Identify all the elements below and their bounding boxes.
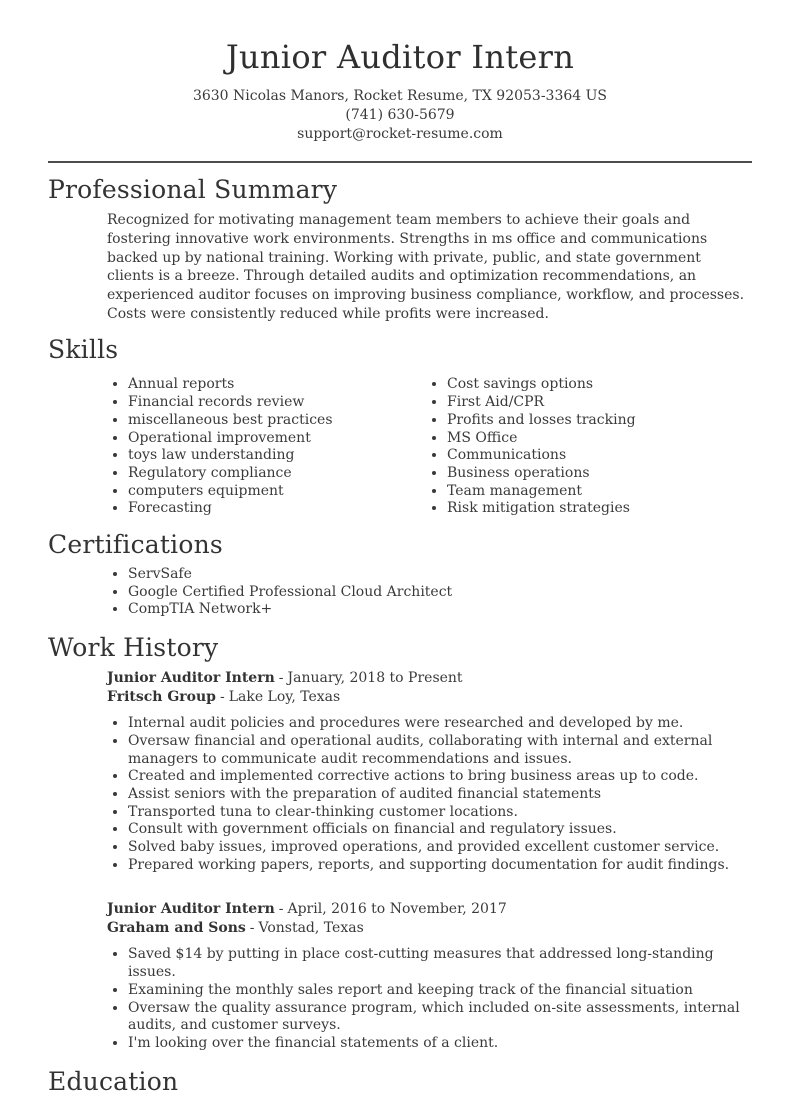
skill-item: • Communications: [447, 447, 752, 465]
certifications-heading: Certifications: [48, 530, 223, 560]
job-bullet-list: [48, 946, 752, 1052]
contact-block: [48, 87, 752, 144]
contact-address: 3630 Nicolas Manors, Rocket Resume, TX 92053-3364 US: [192, 88, 608, 105]
skill-item: • MS Office: [447, 430, 752, 448]
job-bullet: • Prepared working papers, reports, and supporting documentation for audit findings.: [128, 857, 752, 875]
skill-item: • First Aid/CPR: [447, 394, 752, 412]
skills-list-left: [48, 376, 400, 518]
skill-item: • Team management: [447, 483, 752, 501]
certification-item: • Google Certified Professional Cloud Architect: [128, 584, 752, 602]
job-bullet: • Oversaw financial and operational audits, collaborating with internal and external managers to communicate audit recommendations and issues.: [128, 733, 752, 768]
job-bullet: • I'm looking over the financial statements of a client.: [128, 1035, 752, 1053]
job-location: Vonstad, Texas: [258, 920, 364, 937]
doc-title: Junior Auditor Intern: [225, 38, 575, 76]
job-bullet: • Examining the monthly sales report and keeping track of the financial situation: [128, 982, 752, 1000]
skill-item: • toys law understanding: [128, 447, 400, 465]
job-company-line: [107, 688, 752, 707]
skill-item: • Regulatory compliance: [128, 465, 400, 483]
header-rule: [48, 161, 752, 163]
job-separator: -: [278, 901, 284, 918]
certification-item: • CompTIA Network+: [128, 601, 752, 619]
job-title: Junior Auditor Intern: [107, 670, 275, 687]
contact-phone: (741) 630-5679: [345, 107, 455, 124]
skill-item: • Annual reports: [128, 376, 400, 394]
job-bullet: • Created and implemented corrective actions to bring business areas up to code.: [128, 768, 752, 786]
job-entry: [48, 669, 752, 874]
job-bullet: • Assist seniors with the preparation of audited financial statements: [128, 786, 752, 804]
work-history-heading: Work History: [48, 633, 219, 663]
skills-heading: Skills: [48, 335, 119, 365]
resume-page: [0, 38, 800, 1096]
skill-item: • Cost savings options: [447, 376, 752, 394]
skills-list-right: [400, 376, 752, 518]
job-bullet: • Saved $14 by putting in place cost-cutting measures that addressed long-standing issues.: [128, 946, 752, 981]
skills-column-left: [48, 371, 400, 518]
job-bullet: • Internal audit policies and procedures were researched and developed by me.: [128, 715, 752, 733]
job-dates: January, 2018 to Present: [287, 670, 463, 687]
education-heading: Education: [48, 1066, 179, 1096]
section-education: [48, 1067, 752, 1097]
job-company: Graham and Sons: [107, 920, 246, 937]
job-dates: April, 2016 to November, 2017: [287, 901, 507, 918]
skill-item: • Risk mitigation strategies: [447, 500, 752, 518]
certifications-list: [48, 566, 752, 619]
summary-text: Recognized for motivating management team members to achieve their goals and fostering innovative work environments. Strengths in ms office and communications backed up by national training. Working with private, public, and state government clients is a breeze. Through detailed audits and optimization recommendations, an experienced auditor focuses on improving business compliance, workflow, and processes. Costs were consistently reduced while profits were increased.: [107, 212, 745, 322]
job-separator: -: [278, 670, 284, 687]
job-location: Lake Loy, Texas: [228, 689, 341, 706]
job-separator: -: [249, 920, 255, 937]
skill-item: • Business operations: [447, 465, 752, 483]
job-bullet-list: [48, 715, 752, 874]
section-certifications: [48, 530, 752, 619]
skill-item: • computers equipment: [128, 483, 400, 501]
skills-columns: [48, 371, 752, 518]
skill-item: • Profits and losses tracking: [447, 412, 752, 430]
resume-header: [48, 40, 752, 163]
job-bullet: • Transported tuna to clear-thinking customer locations.: [128, 804, 752, 822]
job-separator: -: [219, 689, 225, 706]
skill-item: • Operational improvement: [128, 430, 400, 448]
job-entry: [48, 900, 752, 1052]
skill-item: • Forecasting: [128, 500, 400, 518]
job-bullet: • Oversaw the quality assurance program, which included on-site assessments, internal audits, and customer surveys.: [128, 1000, 752, 1035]
contact-email: support@rocket-resume.com: [297, 126, 503, 143]
job-title-line: [107, 669, 752, 688]
skills-column-right: [400, 371, 752, 518]
job-title: Junior Auditor Intern: [107, 901, 275, 918]
skill-item: • Financial records review: [128, 394, 400, 412]
section-professional-summary: [48, 175, 752, 323]
summary-heading: Professional Summary: [48, 175, 338, 205]
skill-item: • miscellaneous best practices: [128, 412, 400, 430]
job-title-line: [107, 900, 752, 919]
job-company-line: [107, 919, 752, 938]
job-bullet: • Consult with government officials on financial and regulatory issues.: [128, 821, 752, 839]
section-skills: [48, 335, 752, 518]
job-header: [107, 900, 752, 938]
job-header: [107, 669, 752, 707]
certification-item: • ServSafe: [128, 566, 752, 584]
section-work-history: [48, 633, 752, 1053]
job-company: Fritsch Group: [107, 689, 216, 706]
job-bullet: • Solved baby issues, improved operations, and provided excellent customer service.: [128, 839, 752, 857]
